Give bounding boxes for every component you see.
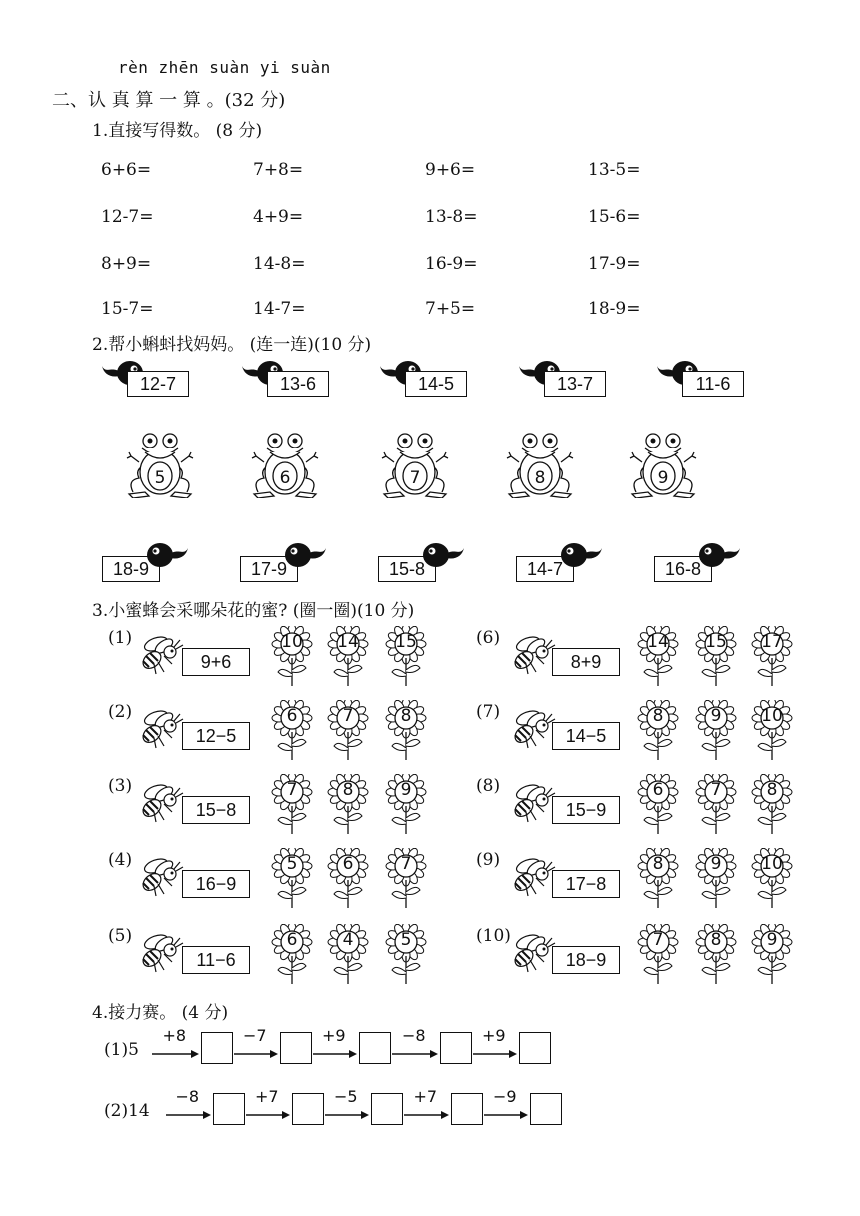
- relay-start: (1)5: [104, 1040, 139, 1060]
- arrow-icon: [484, 1110, 528, 1120]
- flower-number: 14: [337, 632, 359, 652]
- q4-title: 4.接力赛。 (4 分): [92, 1003, 229, 1023]
- flower-option[interactable]: [636, 924, 680, 986]
- answer-box[interactable]: [519, 1032, 551, 1064]
- problem-number: (4): [108, 850, 133, 870]
- tadpole-icon: [284, 540, 328, 570]
- flower-option[interactable]: [750, 848, 794, 910]
- relay-arrow: [392, 1044, 438, 1063]
- flower-number: 8: [710, 930, 722, 950]
- flower-option[interactable]: [326, 848, 370, 910]
- flower-option[interactable]: [326, 924, 370, 986]
- bee-expression-box: 12−5: [182, 722, 250, 750]
- flower-number: 7: [710, 780, 722, 800]
- flower-number: 17: [761, 632, 783, 652]
- flower-number: 9: [710, 854, 722, 874]
- flower-option[interactable]: [384, 774, 428, 836]
- answer-box[interactable]: [530, 1093, 562, 1125]
- tadpole-expression-box: 15-8: [378, 556, 436, 582]
- flower-number: 8: [766, 780, 778, 800]
- q1-problem: 14-7=: [253, 299, 306, 319]
- bee: [134, 930, 184, 978]
- arrow-icon: [152, 1049, 199, 1059]
- problem-number: (10): [476, 926, 511, 946]
- flower-number: 10: [761, 854, 783, 874]
- tadpole-expression-box: 14-5: [405, 371, 467, 397]
- flower-option[interactable]: [270, 774, 314, 836]
- flower-number: 8: [400, 706, 412, 726]
- flower-option[interactable]: [750, 774, 794, 836]
- relay-operation: −9: [493, 1087, 517, 1106]
- q1-problem: 18-9=: [588, 299, 641, 319]
- bee-icon: [506, 632, 556, 676]
- problem-number: (2): [108, 702, 133, 722]
- flower-option[interactable]: [270, 626, 314, 688]
- frog: [250, 432, 320, 502]
- flower-number: 5: [286, 854, 298, 874]
- bee-expression-box: 9+6: [182, 648, 250, 676]
- frog-number: 6: [279, 468, 291, 488]
- arrow-icon: [234, 1049, 278, 1059]
- flower-option[interactable]: [636, 848, 680, 910]
- q1-problem: 7+8=: [253, 160, 304, 180]
- flower-number: 7: [400, 854, 412, 874]
- bee-expression-box: 14−5: [552, 722, 620, 750]
- q1-problem: 8+9=: [101, 254, 152, 274]
- frog-number: 7: [409, 468, 421, 488]
- flower-number: 14: [647, 632, 669, 652]
- flower-number: 8: [342, 780, 354, 800]
- flower-number: 6: [652, 780, 664, 800]
- q1-problem: 12-7=: [101, 207, 154, 227]
- flower-option[interactable]: [270, 700, 314, 762]
- bee-icon: [506, 854, 556, 898]
- flower-option[interactable]: [694, 924, 738, 986]
- flower-number: 8: [652, 854, 664, 874]
- tadpole-expression-box: 17-9: [240, 556, 298, 582]
- q1-problem: 9+6=: [425, 160, 476, 180]
- flower-number: 7: [286, 780, 298, 800]
- flower-number: 10: [761, 706, 783, 726]
- arrow-icon: [404, 1110, 449, 1120]
- q1-problem: 17-9=: [588, 254, 641, 274]
- q1-problem: 6+6=: [101, 160, 152, 180]
- frog-number: 8: [534, 468, 546, 488]
- problem-number: (1): [108, 628, 133, 648]
- bee-expression-box: 15−9: [552, 796, 620, 824]
- tadpole-expression-box: 11-6: [682, 371, 744, 397]
- tadpole-expression-box: 13-7: [544, 371, 606, 397]
- bee-expression-box: 15−8: [182, 796, 250, 824]
- bee: [506, 706, 556, 754]
- arrow-icon: [313, 1049, 357, 1059]
- bee-expression-box: 11−6: [182, 946, 250, 974]
- tadpole-icon: [146, 540, 190, 570]
- flower-option[interactable]: [384, 700, 428, 762]
- flower-option[interactable]: [694, 774, 738, 836]
- bee: [134, 706, 184, 754]
- q1-problem: 15-6=: [588, 207, 641, 227]
- q1-title: 1.直接写得数。 (8 分): [92, 121, 263, 141]
- problem-number: (6): [476, 628, 501, 648]
- flower-number: 6: [286, 930, 298, 950]
- flower-number: 7: [342, 706, 354, 726]
- q1-problem: 15-7=: [101, 299, 154, 319]
- arrow-icon: [166, 1110, 211, 1120]
- bee-icon: [134, 930, 184, 974]
- bee: [134, 854, 184, 902]
- tadpole-icon: [560, 540, 604, 570]
- flower-option[interactable]: [384, 924, 428, 986]
- answer-box[interactable]: [292, 1093, 324, 1125]
- relay-arrow: [166, 1105, 211, 1124]
- q1-problem: 13-8=: [425, 207, 478, 227]
- relay-operation: −8: [402, 1026, 426, 1045]
- q1-problem: 7+5=: [425, 299, 476, 319]
- arrow-icon: [325, 1110, 369, 1120]
- arrow-icon: [392, 1049, 438, 1059]
- flower-number: 6: [286, 706, 298, 726]
- relay-arrow: [404, 1105, 449, 1124]
- tadpole-expression-box: 16-8: [654, 556, 712, 582]
- relay-operation: −7: [243, 1026, 267, 1045]
- relay-operation: +7: [413, 1087, 438, 1106]
- section-title: 二、认 真 算 一 算 。(32 分): [52, 90, 286, 111]
- bee-icon: [134, 780, 184, 824]
- problem-number: (9): [476, 850, 501, 870]
- tadpole-expression-box: 18-9: [102, 556, 160, 582]
- relay-arrow: [325, 1105, 369, 1124]
- relay-arrow: [313, 1044, 357, 1063]
- bee-expression-box: 18−9: [552, 946, 620, 974]
- q1-problem: 13-5=: [588, 160, 641, 180]
- q1-problem: 16-9=: [425, 254, 478, 274]
- q2-title: 2.帮小蝌蚪找妈妈。 (连一连)(10 分): [92, 335, 372, 355]
- answer-box[interactable]: [371, 1093, 403, 1125]
- flower-number: 9: [710, 706, 722, 726]
- relay-arrow: [234, 1044, 278, 1063]
- flower-option[interactable]: [636, 700, 680, 762]
- bee: [506, 780, 556, 828]
- bee-icon: [134, 632, 184, 676]
- answer-box[interactable]: [213, 1093, 245, 1125]
- frog-icon: [505, 432, 575, 498]
- relay-arrow: [246, 1105, 290, 1124]
- relay-operation: +9: [482, 1026, 506, 1045]
- q1-problem: 14-8=: [253, 254, 306, 274]
- flower-number: 4: [342, 930, 354, 950]
- flower-option[interactable]: [636, 774, 680, 836]
- bee-icon: [506, 930, 556, 974]
- answer-box[interactable]: [440, 1032, 472, 1064]
- bee: [134, 632, 184, 680]
- frog: [380, 432, 450, 502]
- problem-number: (7): [476, 702, 501, 722]
- answer-box[interactable]: [359, 1032, 391, 1064]
- flower-option[interactable]: [326, 700, 370, 762]
- flower-option[interactable]: [384, 626, 428, 688]
- flower-number: 6: [342, 854, 354, 874]
- bee: [506, 930, 556, 978]
- arrow-icon: [246, 1110, 290, 1120]
- tadpole-bottom: [560, 540, 604, 574]
- flower-number: 8: [652, 706, 664, 726]
- frog: [628, 432, 698, 502]
- flower-option[interactable]: [326, 774, 370, 836]
- flower-option[interactable]: [750, 700, 794, 762]
- tadpole-bottom: [698, 540, 742, 574]
- pinyin-line: rèn zhēn suàn yi suàn: [118, 58, 331, 77]
- tadpole-expression-box: 14-7: [516, 556, 574, 582]
- bee-expression-box: 17−8: [552, 870, 620, 898]
- flower-option[interactable]: [636, 626, 680, 688]
- flower-option[interactable]: [270, 848, 314, 910]
- relay-start: (2)14: [104, 1101, 150, 1121]
- flower-option[interactable]: [384, 848, 428, 910]
- answer-box[interactable]: [280, 1032, 312, 1064]
- relay-arrow: [152, 1044, 199, 1063]
- bee: [506, 854, 556, 902]
- frog-number: 9: [657, 468, 669, 488]
- tadpole-bottom: [284, 540, 328, 574]
- problem-number: (3): [108, 776, 133, 796]
- bee-expression-box: 8+9: [552, 648, 620, 676]
- bee: [506, 632, 556, 680]
- relay-operation: +8: [162, 1026, 187, 1045]
- bee-expression-box: 16−9: [182, 870, 250, 898]
- q1-problem: 4+9=: [253, 207, 304, 227]
- tadpole-expression-box: 13-6: [267, 371, 329, 397]
- bee-icon: [506, 780, 556, 824]
- bee-icon: [134, 706, 184, 750]
- frog-icon: [628, 432, 698, 498]
- problem-number: (8): [476, 776, 501, 796]
- relay-operation: +9: [322, 1026, 346, 1045]
- flower-number: 10: [281, 632, 303, 652]
- tadpole-bottom: [422, 540, 466, 574]
- relay-operation: −5: [334, 1087, 358, 1106]
- flower-number: 15: [395, 632, 417, 652]
- flower-number: 5: [400, 930, 412, 950]
- arrow-icon: [473, 1049, 517, 1059]
- frog-icon: [380, 432, 450, 498]
- tadpole-icon: [422, 540, 466, 570]
- flower-option[interactable]: [694, 700, 738, 762]
- relay-operation: +7: [255, 1087, 279, 1106]
- problem-number: (5): [108, 926, 133, 946]
- flower-number: 9: [766, 930, 778, 950]
- frog-number: 5: [154, 468, 166, 488]
- answer-box[interactable]: [201, 1032, 233, 1064]
- frog-icon: [250, 432, 320, 498]
- frog-icon: [125, 432, 195, 498]
- bee: [134, 780, 184, 828]
- relay-arrow: [484, 1105, 528, 1124]
- frog: [505, 432, 575, 502]
- flower-option[interactable]: [326, 626, 370, 688]
- flower-option[interactable]: [270, 924, 314, 986]
- relay-arrow: [473, 1044, 517, 1063]
- flower-option[interactable]: [750, 626, 794, 688]
- tadpole-expression-box: 12-7: [127, 371, 189, 397]
- tadpole-bottom: [146, 540, 190, 574]
- frog: [125, 432, 195, 502]
- flower-option[interactable]: [694, 626, 738, 688]
- flower-option[interactable]: [694, 848, 738, 910]
- bee-icon: [506, 706, 556, 750]
- flower-number: 9: [400, 780, 412, 800]
- q3-title: 3.小蜜蜂会采哪朵花的蜜? (圈一圈)(10 分): [92, 601, 415, 621]
- flower-number: 15: [705, 632, 727, 652]
- flower-number: 7: [652, 930, 664, 950]
- answer-box[interactable]: [451, 1093, 483, 1125]
- relay-operation: −8: [175, 1087, 200, 1106]
- tadpole-icon: [698, 540, 742, 570]
- bee-icon: [134, 854, 184, 898]
- flower-option[interactable]: [750, 924, 794, 986]
